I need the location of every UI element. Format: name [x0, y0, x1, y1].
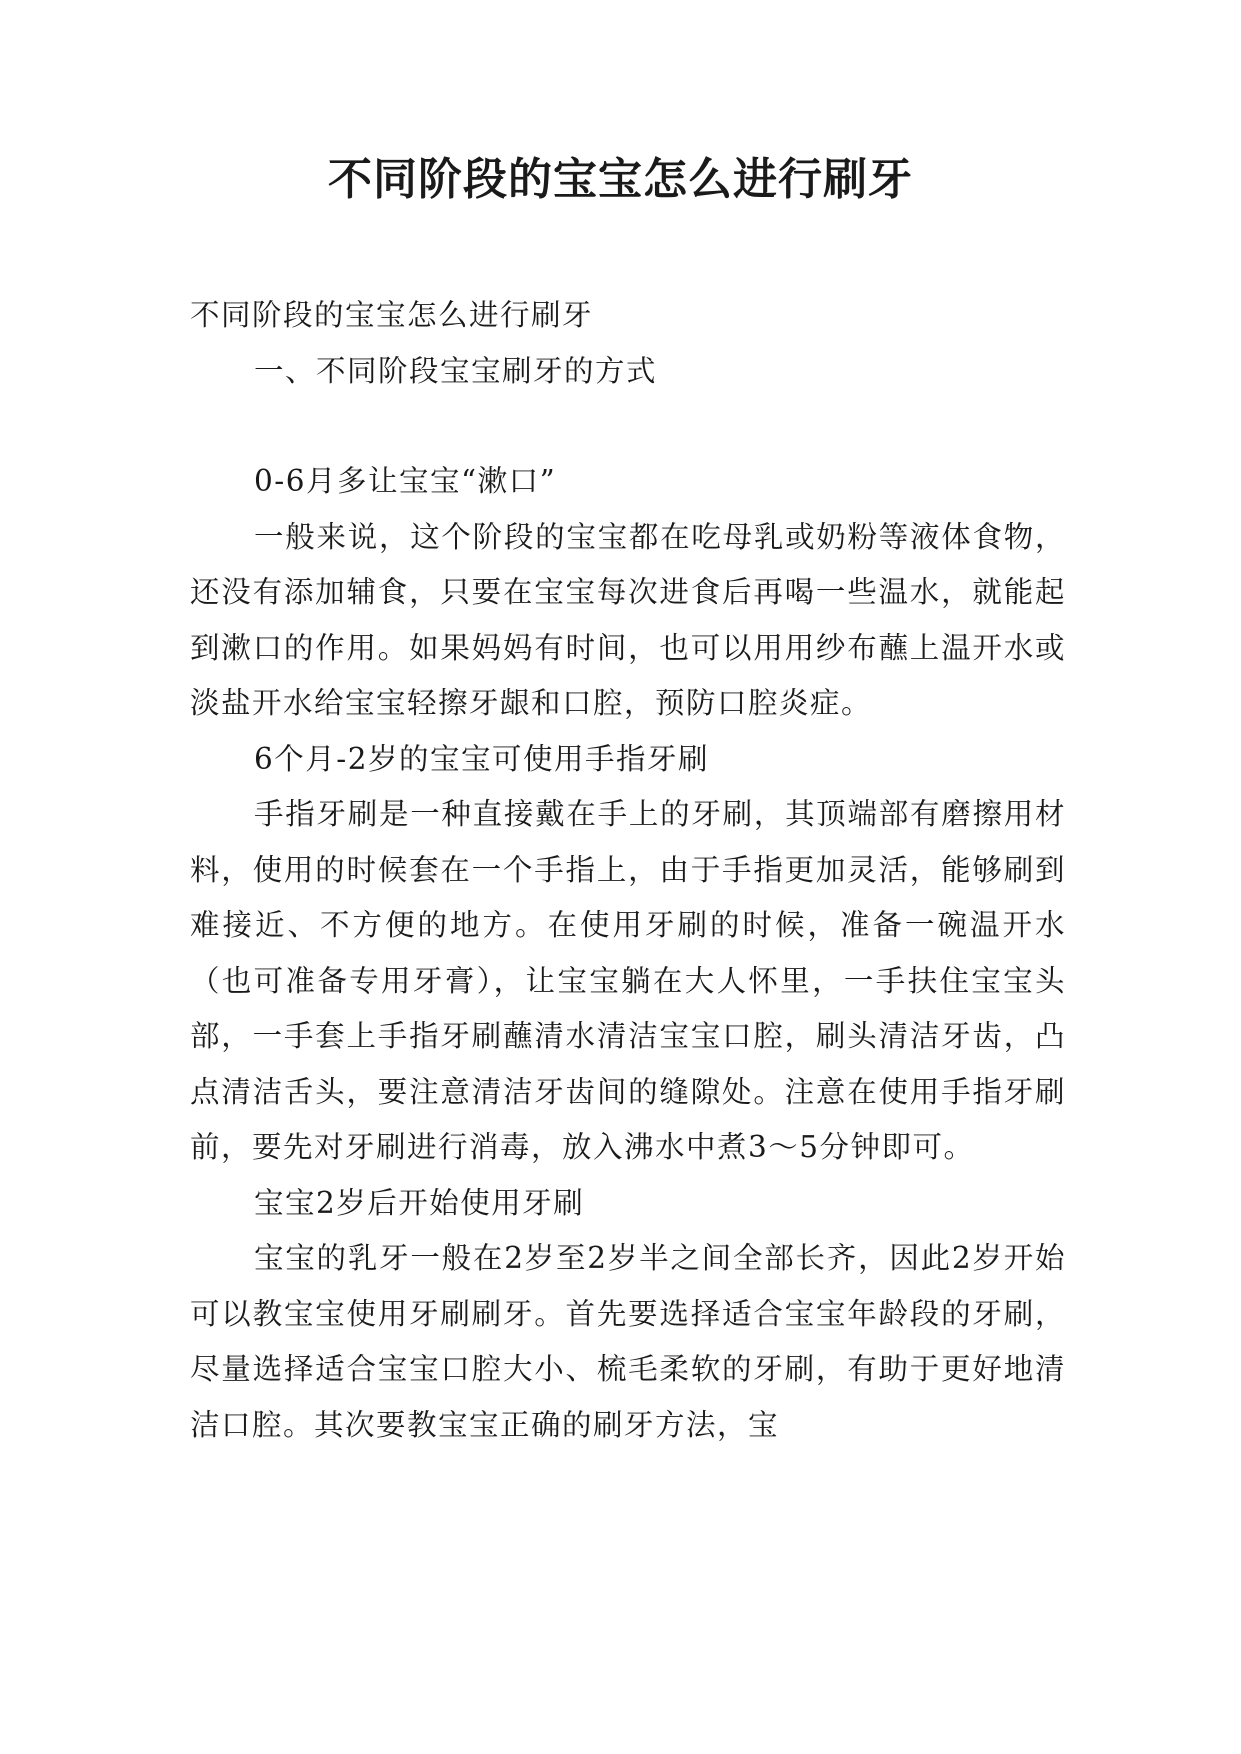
- subheading-0-6-months: 0-6月多让宝宝“漱口”: [254, 464, 557, 498]
- document-body: [190, 288, 1066, 1453]
- paragraph-0-6-months: 一般来说，这个阶段的宝宝都在吃母乳或奶粉等液体食物，还没有添加辅食，只要在宝宝每次进食后再喝一些温水，就能起到漱口的作用。如果妈妈有时间，也可以用用纱布蘸上温开水或淡盐开水给宝宝轻擦牙龈和口腔，预防口腔炎症。: [190, 519, 1066, 720]
- subheading-after-2-years: 宝宝2岁后开始使用牙刷: [254, 1185, 585, 1220]
- blank-line: [190, 399, 1066, 454]
- paragraph-after-2-years: 宝宝的乳牙一般在2岁至2岁半之间全部长齐，因此2岁开始可以教宝宝使用牙刷刷牙。首先要选择适合宝宝年龄段的牙刷，尽量选择适合宝宝口腔大小、梳毛柔软的牙刷，有助于更好地清洁口腔。其次要教宝宝正确的刷牙方法，宝: [190, 1241, 1066, 1442]
- section-heading: 一、不同阶段宝宝刷牙的方式: [254, 353, 658, 388]
- document-title: 不同阶段的宝宝怎么进行刷牙: [328, 154, 913, 205]
- paragraph-heading: 不同阶段的宝宝怎么进行刷牙: [190, 298, 594, 332]
- paragraph-finger-toothbrush: 手指牙刷是一种直接戴在手上的牙刷，其顶端部有磨擦用材料，使用的时候套在一个手指上，由于手指更加灵活，能够刷到难接近、不方便的地方。在使用牙刷的时候，准备一碗温开水（也可准备专用牙膏），让宝宝躺在大人怀里，一手扶住宝宝头部，一手套上手指牙刷蘸清水清洁宝宝口腔，刷头清洁牙齿，凸点清洁舌头，要注意清洁牙齿间的缝隙处。注意在使用手指牙刷前，要先对牙刷进行消毒，放入沸水中煮3～5分钟即可。: [190, 797, 1066, 1164]
- subheading-6-months-2-years: 6个月-2岁的宝宝可使用手指牙刷: [254, 741, 710, 776]
